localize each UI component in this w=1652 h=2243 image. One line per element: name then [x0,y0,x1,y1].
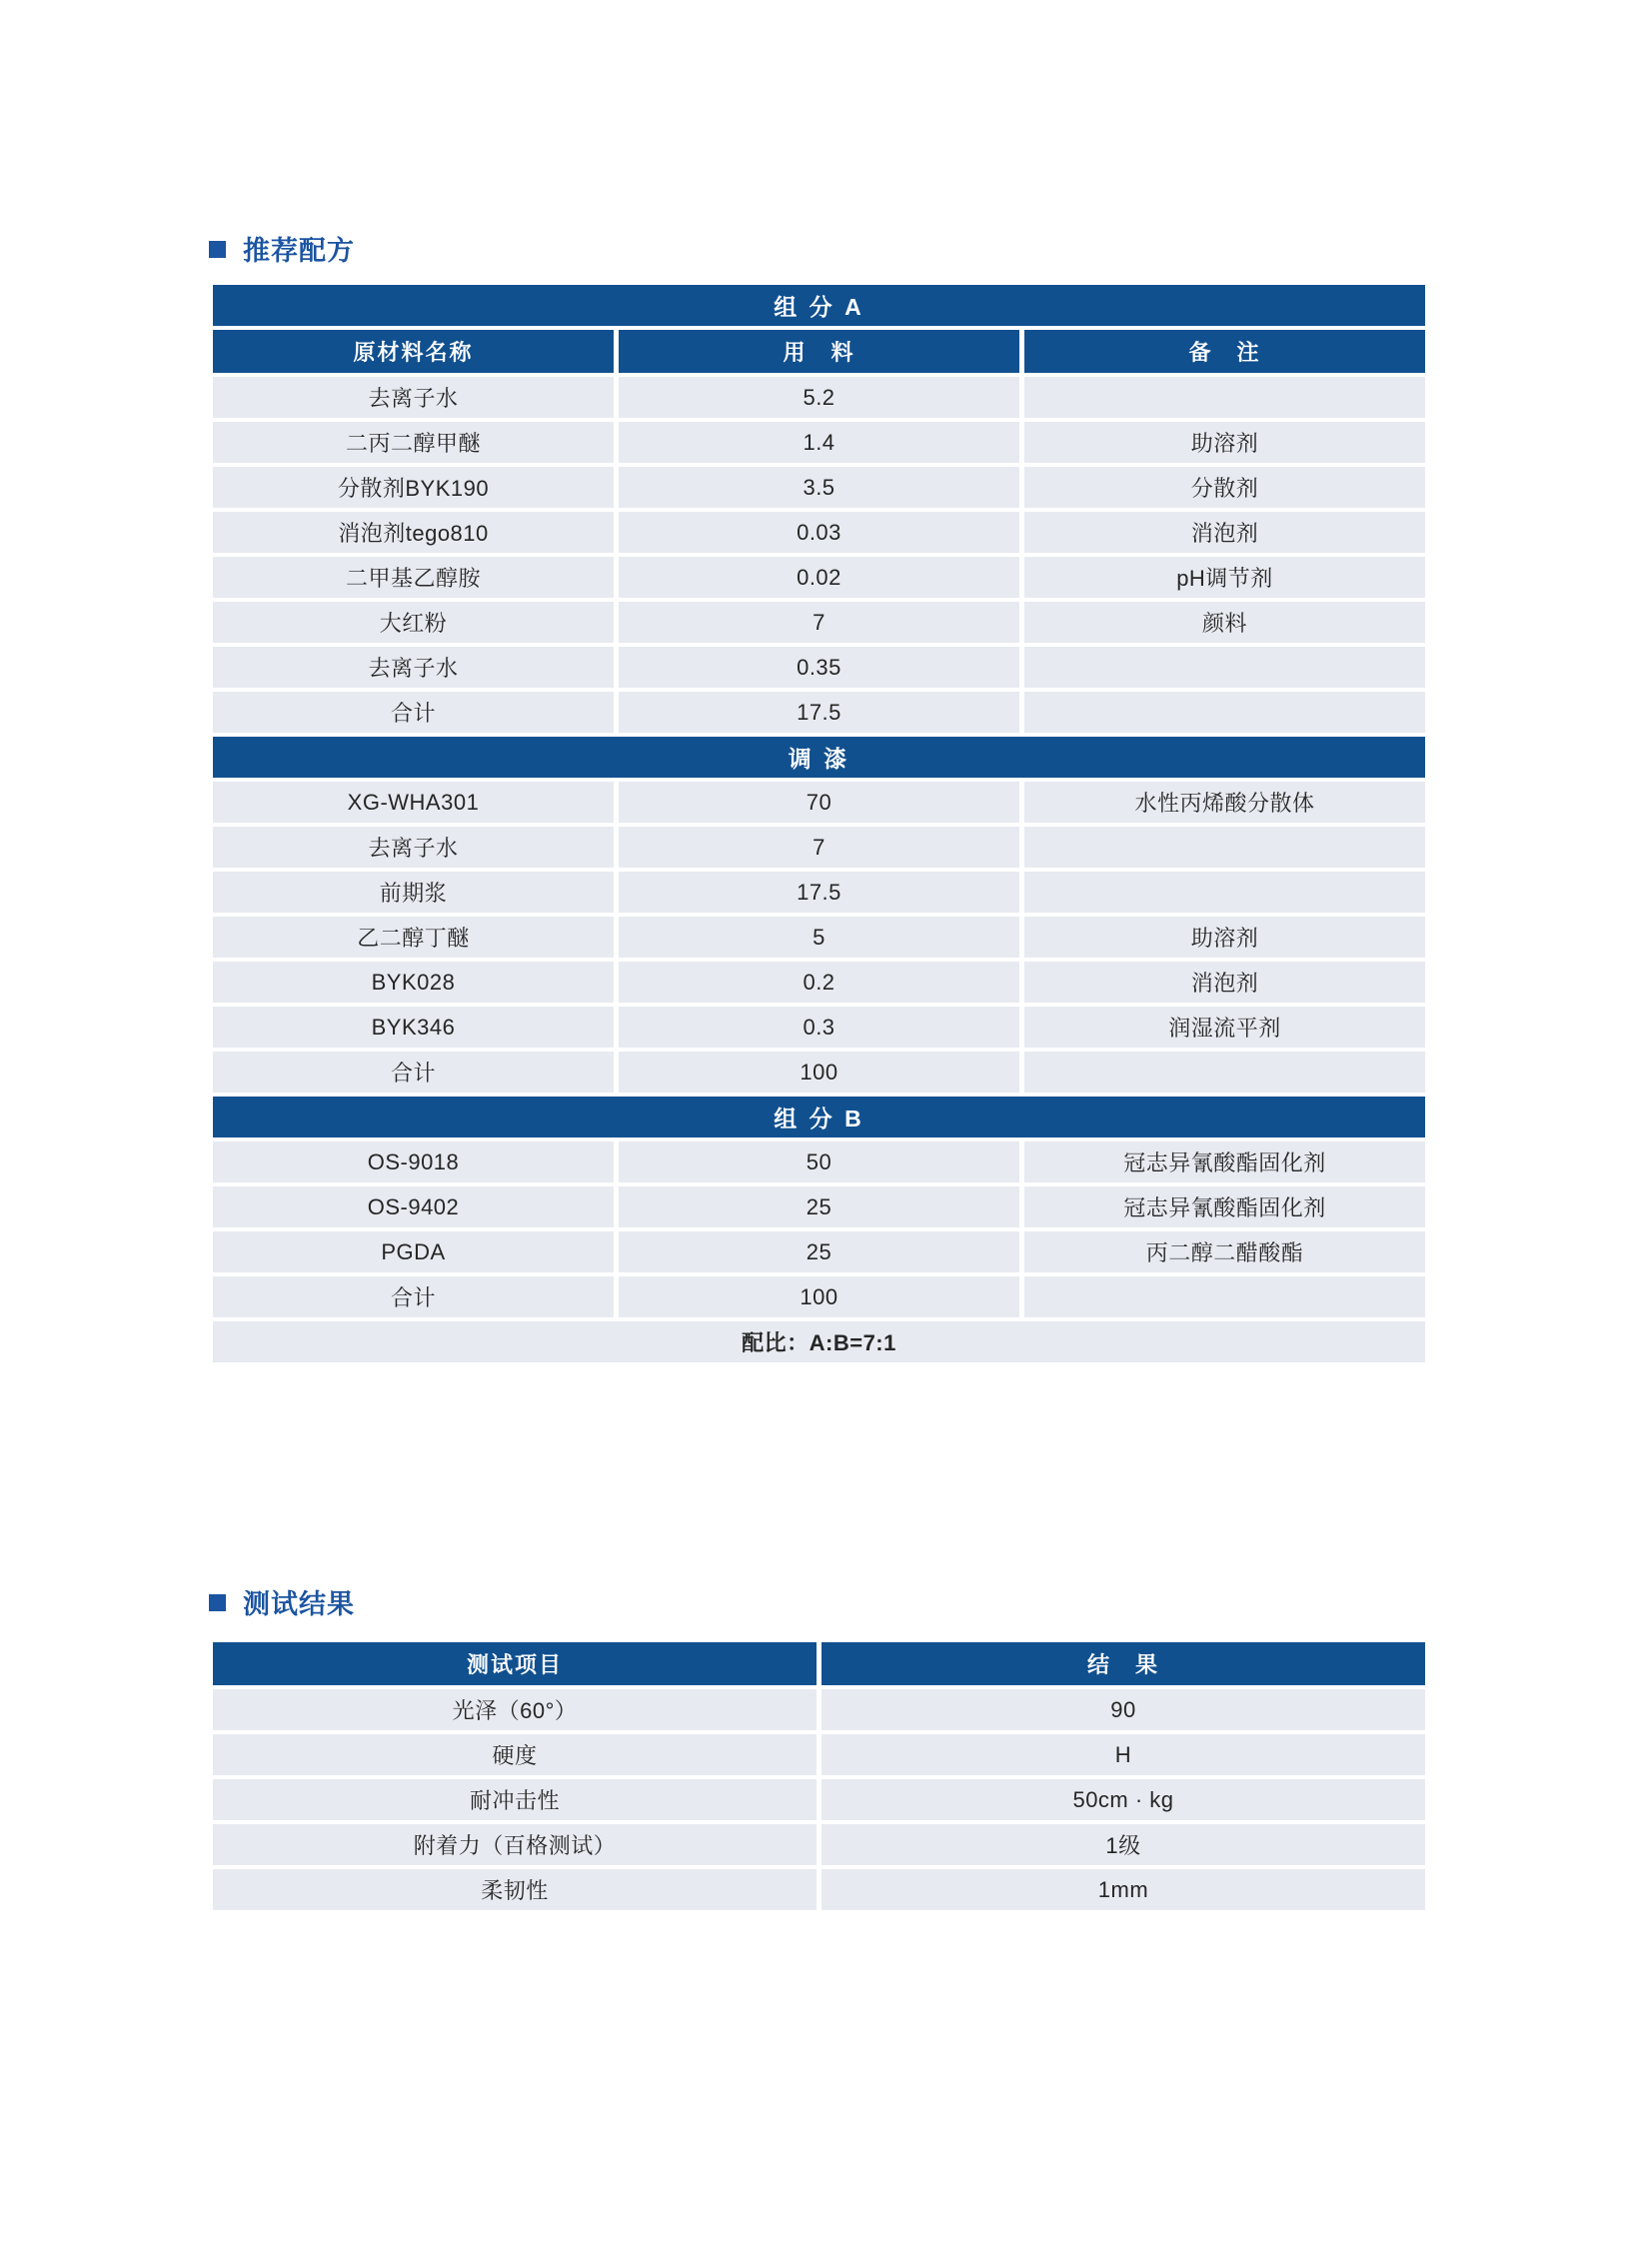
table-row [213,962,1425,1003]
table-row [213,917,1425,958]
table-row [213,377,1425,418]
data-cell: 0.3 [619,1007,1019,1048]
data-cell [1024,647,1425,688]
data-cell: 7 [619,602,1019,643]
group-banner: 调 漆 [213,737,1425,778]
group-banner: 组 分 A [213,285,1425,326]
data-cell: 二丙二醇甲醚 [213,422,614,463]
data-cell: 1.4 [619,422,1019,463]
data-cell: 合计 [213,692,614,733]
header-cell: 结 果 [822,1642,1425,1685]
data-cell: PGDA [213,1231,614,1272]
data-cell: 冠志异氰酸酯固化剂 [1024,1186,1425,1227]
data-cell: 去离子水 [213,647,614,688]
data-cell: 0.2 [619,962,1019,1003]
ratio-row: 配比：A:B=7:1 [213,1321,1425,1362]
data-cell: 25 [619,1186,1019,1227]
data-cell [1024,692,1425,733]
formula-table [213,285,1425,1362]
data-cell: 合计 [213,1276,614,1317]
data-cell [1024,827,1425,868]
table-row [213,422,1425,463]
data-cell: 柔韧性 [213,1869,817,1910]
data-cell: 附着力（百格测试） [213,1824,817,1865]
data-cell: XG-WHA301 [213,782,614,823]
header-cell: 备 注 [1024,330,1425,373]
data-cell [1024,1276,1425,1317]
data-cell: 冠志异氰酸酯固化剂 [1024,1141,1425,1182]
data-cell [1024,377,1425,418]
table-row [213,1824,1425,1865]
data-cell: 25 [619,1231,1019,1272]
data-cell: 去离子水 [213,377,614,418]
data-cell: 颜料 [1024,602,1425,643]
data-cell: OS-9018 [213,1141,614,1182]
data-cell: 5.2 [619,377,1019,418]
table-row [213,1869,1425,1910]
header-cell: 用 料 [619,330,1019,373]
header-cell: 测试项目 [213,1642,817,1685]
table-row [213,602,1425,643]
data-cell: 合计 [213,1052,614,1093]
table-header-row [213,1642,1425,1685]
square-bullet-icon [209,241,226,258]
data-cell: 水性丙烯酸分散体 [1024,782,1425,823]
data-cell [1024,1052,1425,1093]
data-cell: 润湿流平剂 [1024,1007,1425,1048]
table-row [213,692,1425,733]
table-row [213,1689,1425,1730]
table-row [213,1276,1425,1317]
section-heading-formula [209,229,355,268]
table-row [213,1779,1425,1820]
data-cell: 70 [619,782,1019,823]
data-cell: pH调节剂 [1024,557,1425,598]
table-row [213,1141,1425,1182]
data-cell: 50 [619,1141,1019,1182]
table-row [213,647,1425,688]
table-row [213,467,1425,508]
data-cell: 7 [619,827,1019,868]
data-cell: BYK028 [213,962,614,1003]
data-cell: 100 [619,1276,1019,1317]
table-row [213,827,1425,868]
data-cell: 乙二醇丁醚 [213,917,614,958]
data-cell: 分散剂 [1024,467,1425,508]
data-cell: 光泽（60°） [213,1689,817,1730]
data-cell: 100 [619,1052,1019,1093]
square-bullet-icon [209,1594,226,1611]
section-title-formula: 推荐配方 [243,236,355,266]
table-row [213,512,1425,553]
table-row [213,557,1425,598]
data-cell: 消泡剂tego810 [213,512,614,553]
data-cell: 1mm [822,1869,1425,1910]
data-cell: 17.5 [619,872,1019,913]
table-row [213,872,1425,913]
data-cell: 耐冲击性 [213,1779,817,1820]
data-cell: 丙二醇二醋酸酯 [1024,1231,1425,1272]
table-row [213,1186,1425,1227]
data-cell: 1级 [822,1824,1425,1865]
table-row [213,1734,1425,1775]
data-cell: 硬度 [213,1734,817,1775]
data-cell: BYK346 [213,1007,614,1048]
section-heading-results [209,1582,355,1621]
table-header-row [213,330,1425,373]
data-cell: 0.35 [619,647,1019,688]
data-cell: 0.02 [619,557,1019,598]
data-cell: 前期浆 [213,872,614,913]
data-cell: 助溶剂 [1024,422,1425,463]
data-cell: 大红粉 [213,602,614,643]
data-cell [1024,872,1425,913]
table-row [213,1231,1425,1272]
data-cell: 50cm · kg [822,1779,1425,1820]
data-cell: 去离子水 [213,827,614,868]
data-cell: 分散剂BYK190 [213,467,614,508]
group-banner: 组 分 B [213,1097,1425,1137]
data-cell: 17.5 [619,692,1019,733]
data-cell: H [822,1734,1425,1775]
section-title-results: 测试结果 [243,1589,355,1619]
data-cell: 3.5 [619,467,1019,508]
table-row [213,1052,1425,1093]
result-table [213,1642,1425,1914]
header-cell: 原材料名称 [213,330,614,373]
table-row [213,1007,1425,1048]
data-cell: 二甲基乙醇胺 [213,557,614,598]
data-cell: 消泡剂 [1024,962,1425,1003]
data-cell: 5 [619,917,1019,958]
data-cell: 0.03 [619,512,1019,553]
data-cell: 助溶剂 [1024,917,1425,958]
data-cell: 90 [822,1689,1425,1730]
table-row [213,782,1425,823]
data-cell: 消泡剂 [1024,512,1425,553]
data-cell: OS-9402 [213,1186,614,1227]
